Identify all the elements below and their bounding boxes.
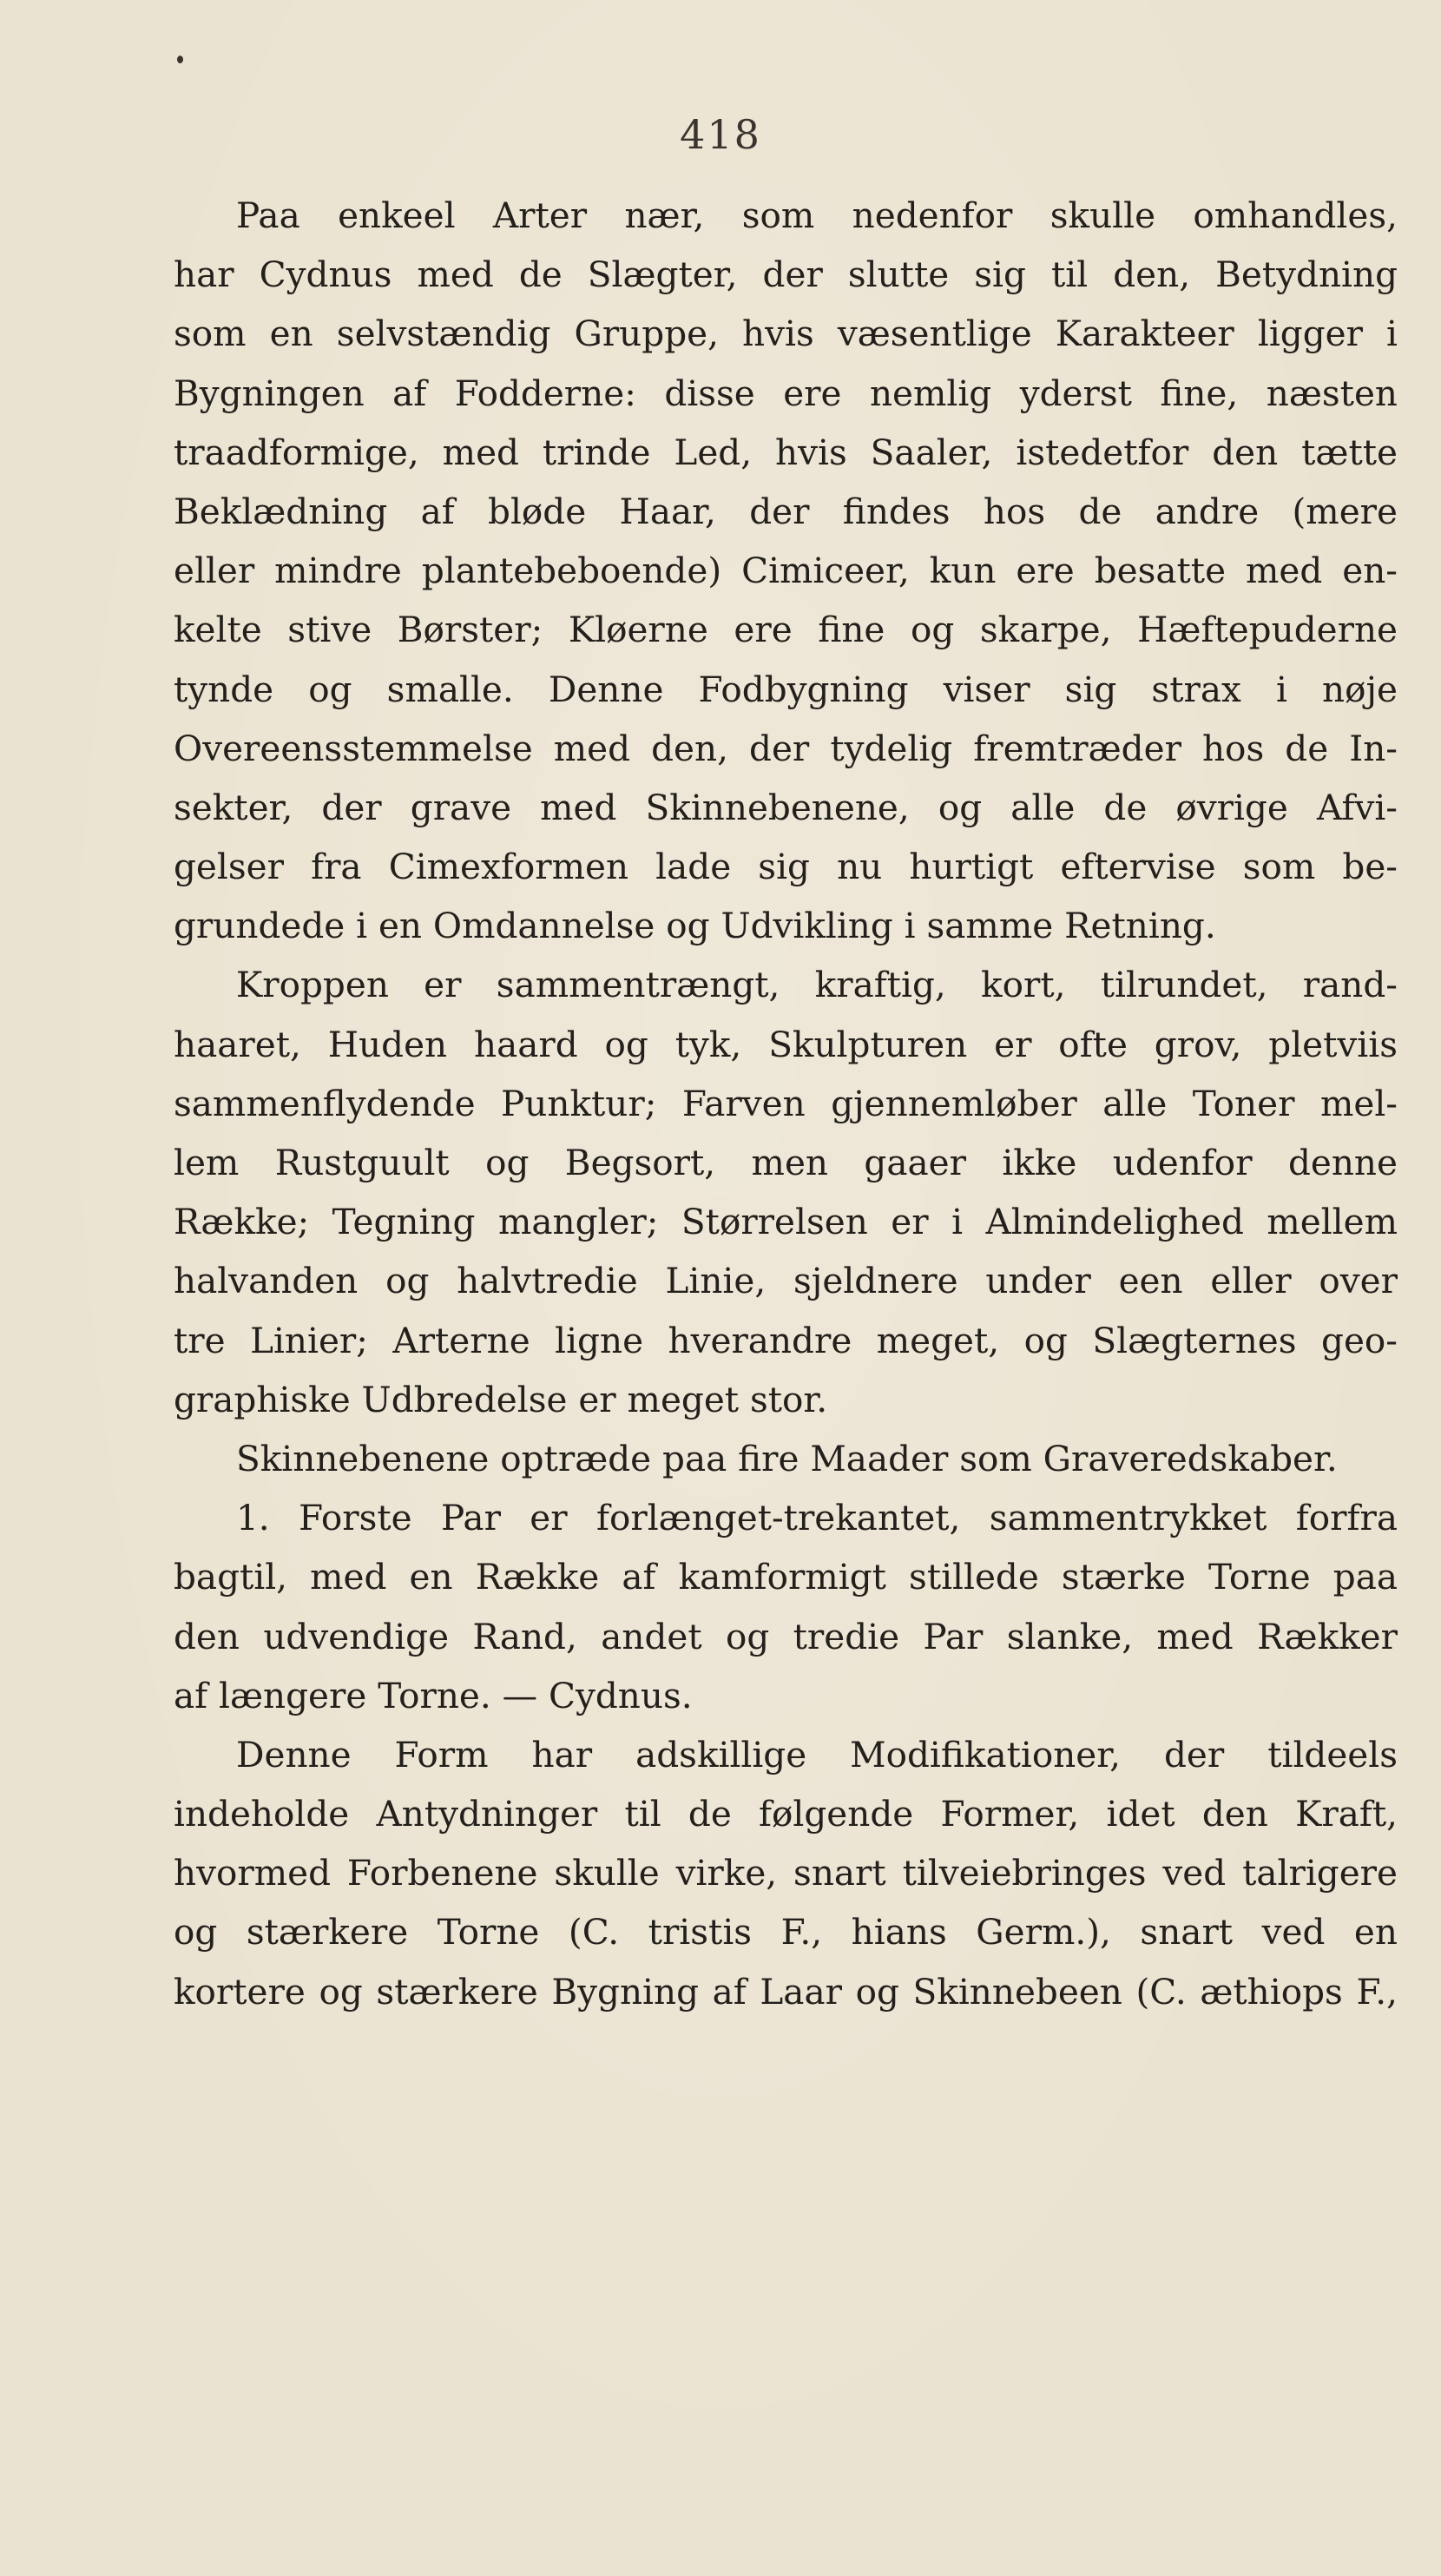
text-line: tre Linier; Arterne ligne hverandre meget, og Slægternes geo- xyxy=(174,1319,1398,1361)
numbered-item-line: 1. Forste Par er forlænget-trekantet, sammentrykket forfra xyxy=(236,1497,1398,1539)
text-line: som en selvstændig Gruppe, hvis væsentlige Karakteer ligger i xyxy=(174,313,1398,355)
text-line: grundede i en Omdannelse og Udvikling i samme Retning. xyxy=(174,905,1216,947)
text-line: Skinnebenene optræde paa fire Maader som Graveredskaber. xyxy=(236,1437,1338,1479)
text-line: hvormed Forbenene skulle virke, snart tilveiebringes ved talrigere xyxy=(174,1852,1398,1894)
text-line: kortere og stærkere Bygning af Laar og Skinnebeen (C. æthiops F., xyxy=(174,1970,1398,2013)
text-line: sekter, der grave med Skinnebenene, og alle de øvrige Afvi- xyxy=(174,786,1398,828)
text-line: Paa enkeel Arter nær, som nedenfor skulle omhandles, xyxy=(236,194,1398,236)
text-line: Bygningen af Fodderne: disse ere nemlig yderst fine, næsten xyxy=(174,372,1398,414)
text-line: traadformige, med trinde Led, hvis Saaler, istedetfor den tætte xyxy=(174,431,1398,473)
text-line: sammenflydende Punktur; Farven gjennemløber alle Toner mel- xyxy=(174,1082,1398,1124)
text-line: eller mindre plantebeboende) Cimiceer, kun ere besatte med en- xyxy=(174,550,1398,592)
ink-speck xyxy=(177,56,183,63)
text-line: og stærkere Torne (C. tristis F., hians Germ.), snart ved en xyxy=(174,1911,1398,1953)
text-line: Kroppen er sammentrængt, kraftig, kort, tilrundet, rand- xyxy=(236,964,1398,1006)
text-line: den udvendige Rand, andet og tredie Par slanke, med Rækker xyxy=(174,1615,1398,1657)
text-line: indeholde Antydninger til de følgende Former, idet den Kraft, xyxy=(174,1793,1398,1835)
text-line: gelser fra Cimexformen lade sig nu hurtigt eftervise som be- xyxy=(174,846,1398,888)
body-text xyxy=(174,186,1398,2021)
text-line: haaret, Huden haard og tyk, Skulpturen er ofte grov, pletviis xyxy=(174,1023,1398,1065)
text-line: halvanden og halvtredie Linie, sjeldnere under een eller over xyxy=(174,1260,1398,1302)
text-line: graphiske Udbredelse er meget stor. xyxy=(174,1378,828,1420)
text-line: tynde og smalle. Denne Fodbygning viser sig strax i nøje xyxy=(174,668,1398,710)
text-line: Beklædning af bløde Haar, der findes hos de andre (mere xyxy=(174,490,1398,532)
text-line: Overeensstemmelse med den, der tydelig fremtræder hos de In- xyxy=(174,727,1398,769)
text-line: kelte stive Børster; Kløerne ere fine og skarpe, Hæftepuderne xyxy=(174,609,1398,651)
text-line: Række; Tegning mangler; Størrelsen er i Almindelighed mellem xyxy=(174,1201,1398,1243)
text-line: lem Rustguult og Begsort, men gaaer ikke udenfor denne xyxy=(174,1142,1398,1183)
text-line: af længere Torne. — Cydnus. xyxy=(174,1674,693,1716)
text-line: har Cydnus med de Slægter, der slutte sig til den, Betydning xyxy=(174,254,1398,296)
text-line: Denne Form har adskillige Modifikationer, der tildeels xyxy=(236,1733,1398,1776)
text-line: bagtil, med en Række af kamformigt stillede stærke Torne paa xyxy=(174,1556,1398,1598)
page-number: 418 xyxy=(680,111,761,158)
